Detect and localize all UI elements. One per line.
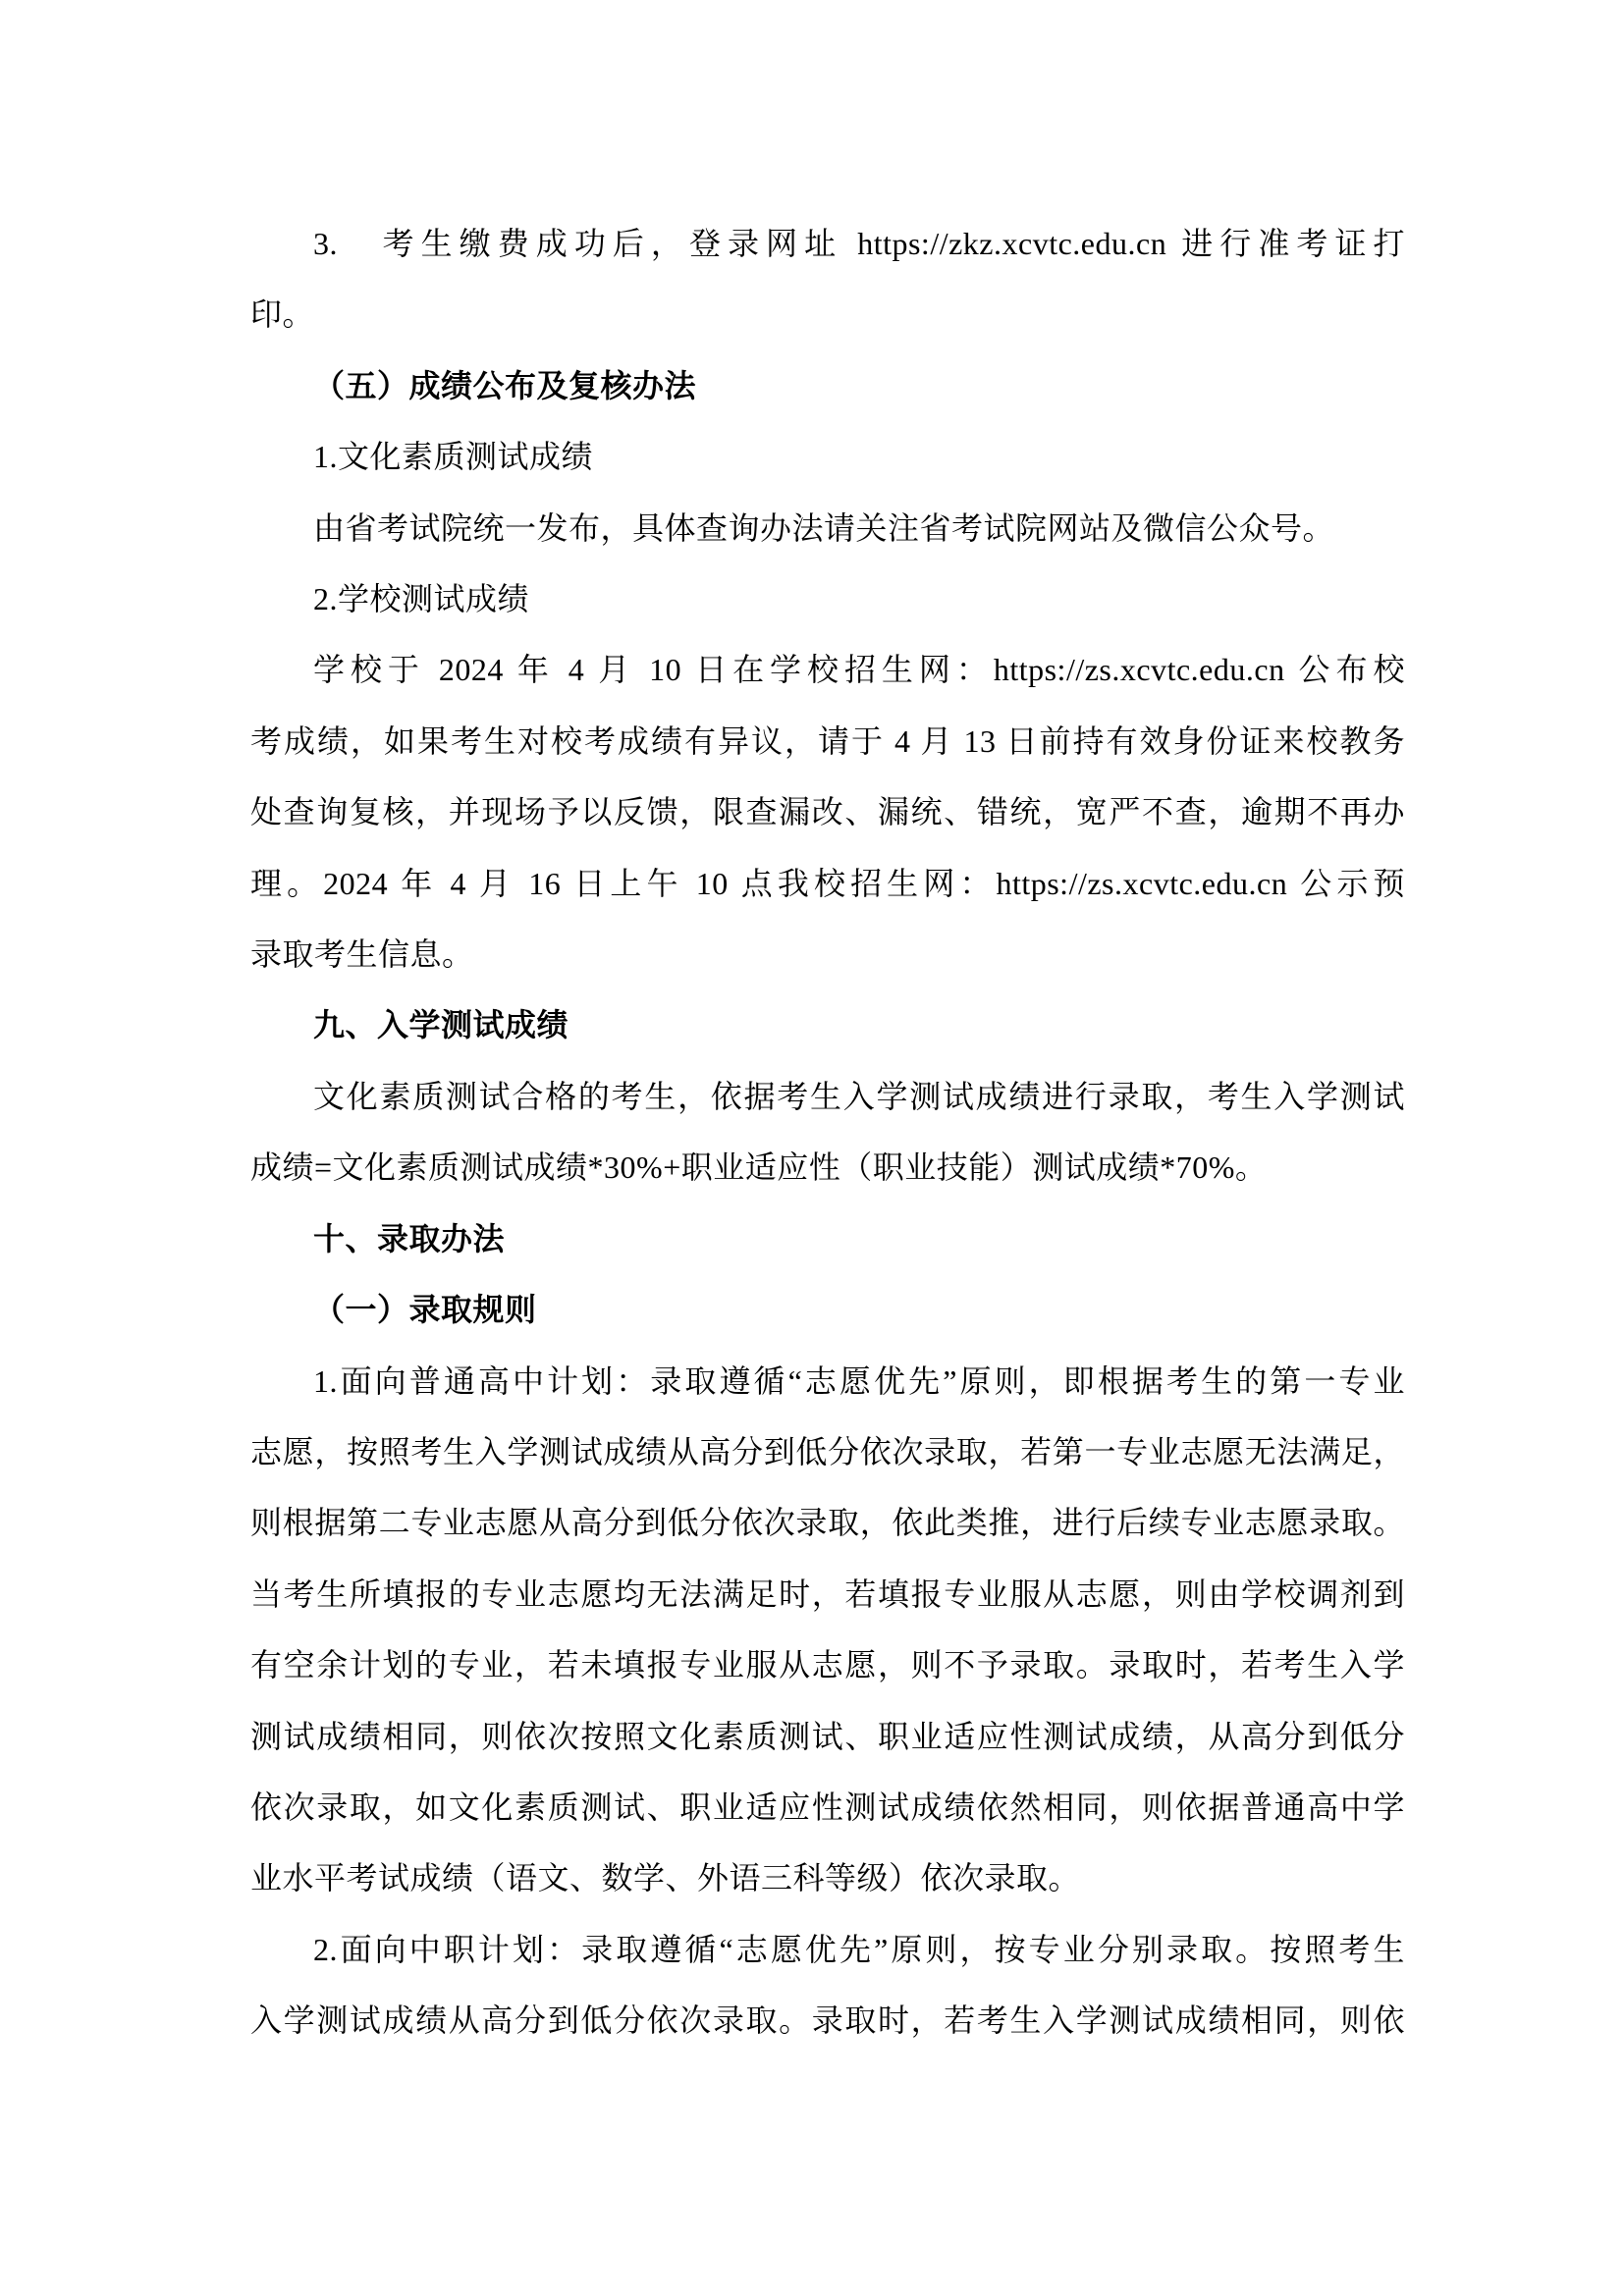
document-page [250, 208, 1405, 2056]
para-school-score-line-4: 理。2024 年 4 月 16 日上午 10 点我校招生网：https://zs.xcvtc.edu.cn 公示预 [250, 865, 1405, 901]
heading-section-9-entrance-test-score: 九、入学测试成绩 [313, 1007, 569, 1043]
para-school-score-line-1: 学校于 2024 年 4 月 10 日在学校招生网：https://zs.xcvtc.edu.cn 公布校 [313, 652, 1405, 688]
para-rule-vocational-line-1: 2.面向中职计划：录取遵循“志愿优先”原则，按专业分别录取。按照考生 [313, 1931, 1405, 1967]
para-rule-general-hs-line-1: 1.面向普通高中计划：录取遵循“志愿优先”原则，即根据考生的第一专业 [313, 1362, 1405, 1399]
para-print-ticket-line-1: 3. 考生缴费成功后，登录网址 https://zkz.xcvtc.edu.cn 进行准考证打 [313, 226, 1405, 261]
para-rule-general-hs-line-2: 志愿，按照考生入学测试成绩从高分到低分依次录取，若第一专业志愿无法满足， [250, 1433, 1405, 1469]
heading-section-10-admission-method: 十、录取办法 [313, 1220, 506, 1256]
para-school-score-line-2: 考成绩，如果考生对校考成绩有异议，请于 4 月 13 日前持有效身份证来校教务 [250, 722, 1405, 759]
heading-admission-rules: （一）录取规则 [313, 1292, 537, 1328]
para-rule-general-hs-line-3: 则根据第二专业志愿从高分到低分依次录取，依此类推，进行后续专业志愿录取。 [250, 1505, 1405, 1541]
para-rule-general-hs-line-4: 当考生所填报的专业志愿均无法满足时，若填报专业服从志愿，则由学校调剂到 [250, 1575, 1405, 1612]
para-rule-general-hs-line-5: 有空余计划的专业，若未填报专业服从志愿，则不予录取。录取时，若考生入学 [250, 1647, 1405, 1683]
item-school-test-score: 2.学校测试成绩 [313, 581, 530, 617]
para-rule-general-hs-line-7: 依次录取，如文化素质测试、职业适应性测试成绩依然相同，则依据普通高中学 [250, 1789, 1405, 1825]
para-rule-vocational-line-2: 入学测试成绩从高分到低分依次录取。录取时，若考生入学测试成绩相同，则依 [250, 2002, 1405, 2039]
para-school-score-line-3: 处查询复核，并现场予以反馈，限查漏改、漏统、错统，宽严不查，逾期不再办 [250, 794, 1405, 830]
para-print-ticket-line-2: 印。 [250, 296, 315, 333]
para-rule-general-hs-line-8: 业水平考试成绩（语文、数学、外语三科等级）依次录取。 [250, 1860, 1081, 1896]
para-score-formula-line-2: 成绩=文化素质测试成绩*30%+职业适应性（职业技能）测试成绩*70%。 [250, 1149, 1268, 1186]
para-score-formula-line-1: 文化素质测试合格的考生，依据考生入学测试成绩进行录取，考生入学测试 [313, 1078, 1405, 1114]
para-rule-general-hs-line-6: 测试成绩相同，则依次按照文化素质测试、职业适应性测试成绩，从高分到低分 [250, 1718, 1405, 1754]
item-culture-test-score: 1.文化素质测试成绩 [313, 439, 594, 475]
heading-section-5-score-publication: （五）成绩公布及复核办法 [313, 367, 697, 403]
para-school-score-line-5: 录取考生信息。 [250, 936, 474, 973]
para-province-announcement: 由省考试院统一发布，具体查询办法请关注省考试院网站及微信公众号。 [313, 509, 1335, 546]
